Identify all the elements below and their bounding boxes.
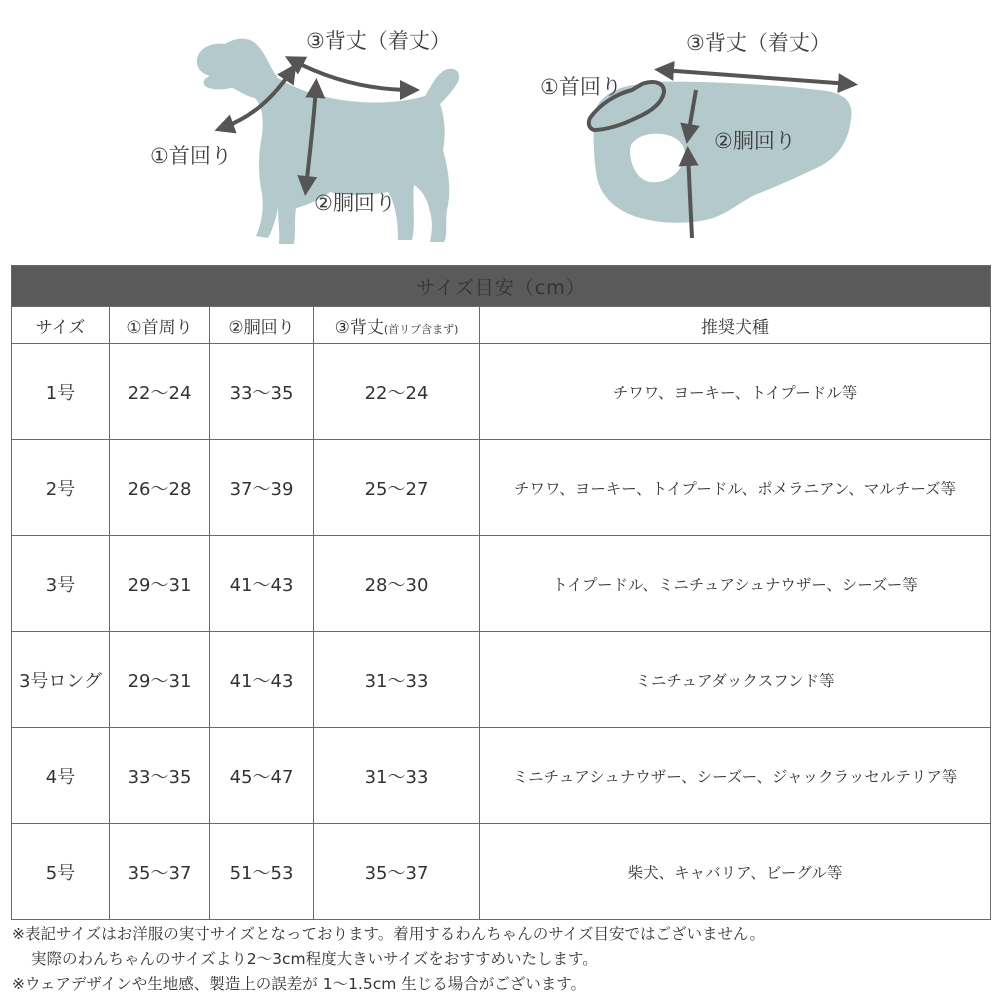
table-row [12, 728, 991, 824]
size-cell: 4号 [12, 728, 110, 824]
neck-cell: 29～31 [110, 536, 210, 632]
header-breed: 推奨犬種 [480, 307, 991, 344]
chest-cell: 51～53 [210, 824, 314, 920]
chest-cell: 33～35 [210, 344, 314, 440]
back-cell: 28～30 [314, 536, 480, 632]
garment-back-length-label: ③背丈（着丈） [686, 31, 831, 55]
note-line-2: 実際のわんちゃんのサイズより2～3cm程度大きいサイズをおすすめいたします。 [31, 950, 598, 968]
table-header-row [12, 307, 991, 344]
dog-neck-label: ①首回り [150, 144, 232, 168]
back-cell: 22～24 [314, 344, 480, 440]
note-line-1: ※表記サイズはお洋服の実寸サイズとなっております。着用するわんちゃんのサイズ目安ではございません。 [12, 925, 765, 943]
back-cell: 35～37 [314, 824, 480, 920]
chest-cell: 37～39 [210, 440, 314, 536]
back-cell: 25～27 [314, 440, 480, 536]
header-back [314, 307, 480, 344]
size-cell: 2号 [12, 440, 110, 536]
garment-chest-label: ②胴回り [714, 129, 796, 153]
breed-cell: トイプードル、ミニチュアシュナウザー、シーズー等 [480, 536, 991, 632]
table-caption: サイズ目安（cm） [12, 266, 991, 307]
header-chest: ②胴回り [210, 307, 314, 344]
header-back-label: ③背丈 [334, 317, 384, 338]
neck-cell: 29～31 [110, 632, 210, 728]
header-neck: ①首周り [110, 307, 210, 344]
neck-cell: 35～37 [110, 824, 210, 920]
breed-cell: 柴犬、キャバリア、ビーグル等 [480, 824, 991, 920]
size-cell: 3号ロング [12, 632, 110, 728]
back-cell: 31～33 [314, 632, 480, 728]
dog-back-length-label: ③背丈（着丈） [306, 29, 451, 53]
table-row [12, 344, 991, 440]
neck-cell: 26～28 [110, 440, 210, 536]
measurement-illustration [0, 0, 1000, 262]
note-line-3: ※ウェアデザインや生地感、製造上の誤差が 1～1.5cm 生じる場合がございます。 [12, 975, 587, 993]
breed-cell: ミニチュアシュナウザー、シーズー、ジャックラッセルテリア等 [480, 728, 991, 824]
chest-cell: 41～43 [210, 632, 314, 728]
neck-cell: 22～24 [110, 344, 210, 440]
table-row [12, 632, 991, 728]
size-table [11, 265, 991, 920]
back-cell: 31～33 [314, 728, 480, 824]
header-size: サイズ [12, 307, 110, 344]
breed-cell: チワワ、ヨーキー、トイプードル、ポメラニアン、マルチーズ等 [480, 440, 991, 536]
size-cell: 5号 [12, 824, 110, 920]
header-back-note: (首リブ含まず) [383, 322, 459, 336]
dog-chest-label: ②胴回り [314, 191, 396, 215]
table-row [12, 536, 991, 632]
neck-cell: 33～35 [110, 728, 210, 824]
garment-neck-label: ①首回り [540, 75, 622, 99]
breed-cell: チワワ、ヨーキー、トイプードル等 [480, 344, 991, 440]
size-notes [12, 922, 992, 997]
chest-cell: 41～43 [210, 536, 314, 632]
breed-cell: ミニチュアダックスフンド等 [480, 632, 991, 728]
chest-cell: 45～47 [210, 728, 314, 824]
size-cell: 1号 [12, 344, 110, 440]
size-cell: 3号 [12, 536, 110, 632]
table-row [12, 440, 991, 536]
table-row [12, 824, 991, 920]
